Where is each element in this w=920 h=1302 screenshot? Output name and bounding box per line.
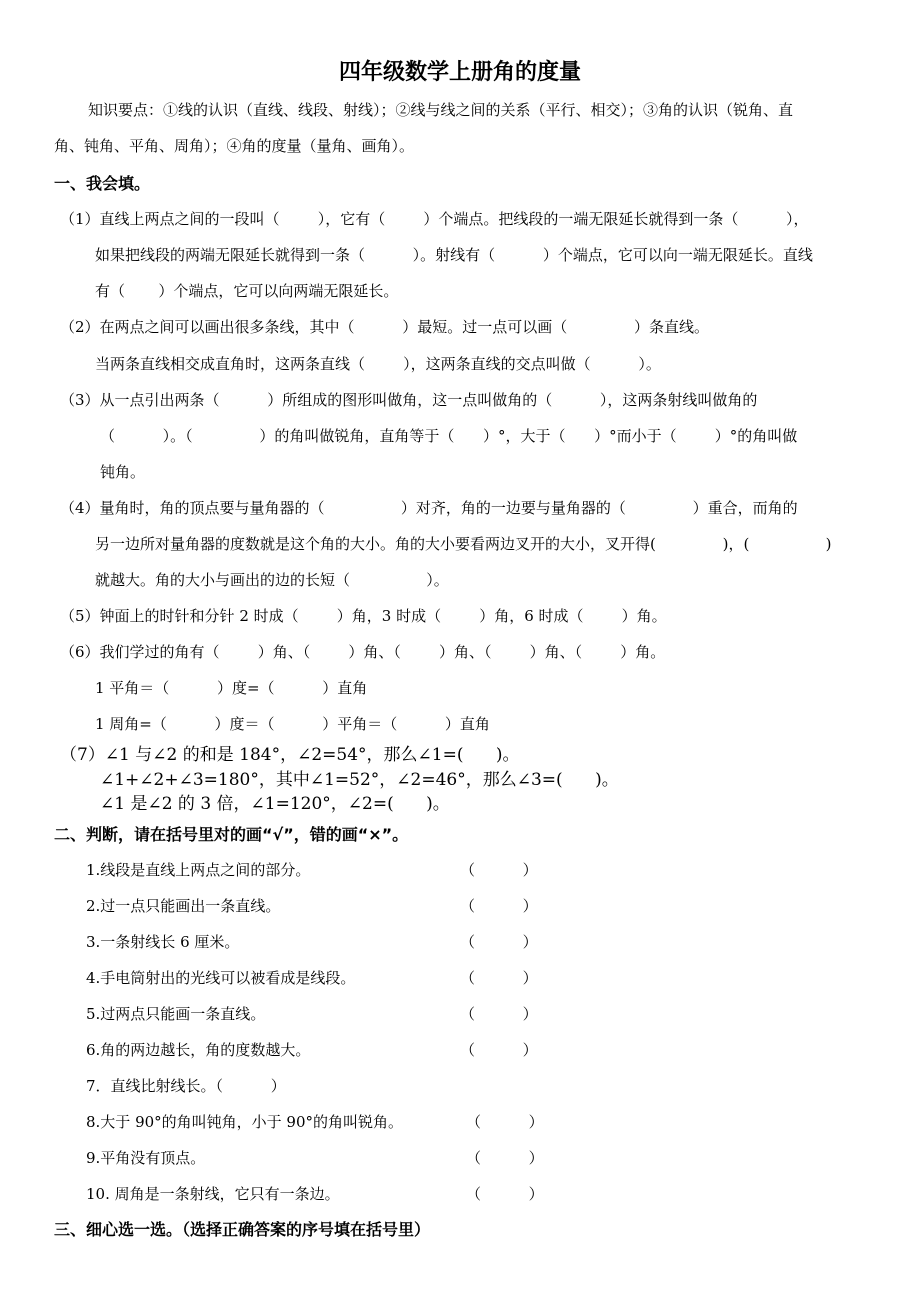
s1-line: （1）直线上两点之间的一段叫（ ），它有（ ）个端点。把线段的一端无限延长就得到一条（ ）， <box>60 210 809 228</box>
s1-line: 有（ ）个端点，它可以向两端无限延长。 <box>95 282 399 300</box>
judge-item-text: 7．直线比射线长。（ ） <box>86 1077 286 1095</box>
q7-line: ∠1+∠2+∠3=180°，其中∠1=52°，∠2=46°，那么∠3=( )。 <box>100 770 619 790</box>
judge-item-text: 5.过两点只能画一条直线。 <box>86 1005 266 1023</box>
s1-line: 当两条直线相交成直角时，这两条直线（ ），这两条直线的交点叫做（ ）。 <box>95 355 661 373</box>
answer-bracket[interactable]: （ ） <box>466 1149 544 1167</box>
s1-line: 1 周角=（ ）度＝（ ）平角＝（ ）直角 <box>95 715 490 733</box>
judge-item-text: 10. 周角是一条射线，它只有一条边。 <box>86 1185 340 1203</box>
q7-line: （7）∠1 与∠2 的和是 184°，∠2=54°，那么∠1=( )。 <box>60 745 520 765</box>
s1-line: （3）从一点引出两条（ ）所组成的图形叫做角，这一点叫做角的（ ），这两条射线叫做角的 <box>60 391 758 409</box>
intro-line-2: 角、钝角、平角、周角）；④角的度量（量角、画角）。 <box>54 137 415 155</box>
s1-line: 如果把线段的两端无限延长就得到一条（ ）。射线有（ ）个端点，它可以向一端无限延长。直线 <box>95 246 813 264</box>
s1-line: 就越大。角的大小与画出的边的长短（ ）。 <box>95 571 449 589</box>
answer-bracket[interactable]: （ ） <box>460 861 538 879</box>
s1-line: 钝角。 <box>100 463 146 481</box>
answer-bracket[interactable]: （ ） <box>460 897 538 915</box>
answer-bracket[interactable]: （ ） <box>466 1185 544 1203</box>
s1-line: 另一边所对量角器的度数就是这个角的大小。角的大小要看两边叉开的大小，叉开得( )，( ) <box>95 535 832 553</box>
s1-line: （6）我们学过的角有（ ）角、（ ）角、（ ）角、（ ）角、（ ）角。 <box>60 643 666 661</box>
page-title: 四年级数学上册角的度量 <box>338 60 581 85</box>
judge-item-text: 8.大于 90°的角叫钝角，小于 90°的角叫锐角。 <box>86 1113 404 1131</box>
judge-item-text: 6.角的两边越长，角的度数越大。 <box>86 1041 311 1059</box>
answer-bracket[interactable]: （ ） <box>460 1005 538 1023</box>
section-2-heading: 二、判断，请在括号里对的画“√”，错的画“×”。 <box>54 825 409 844</box>
answer-bracket[interactable]: （ ） <box>460 1041 538 1059</box>
intro-line-1: 知识要点：①线的认识（直线、线段、射线）；②线与线之间的关系（平行、相交）；③角的认识（锐角、直 <box>88 101 794 119</box>
section-1-heading: 一、我会填。 <box>54 174 151 193</box>
judge-item-text: 9.平角没有顶点。 <box>86 1149 206 1167</box>
judge-item-text: 1.线段是直线上两点之间的部分。 <box>86 861 311 879</box>
s1-line: 1 平角＝（ ）度=（ ）直角 <box>95 679 368 697</box>
answer-bracket[interactable]: （ ） <box>466 1113 544 1131</box>
section-3-heading: 三、细心选一选。（选择正确答案的序号填在括号里） <box>54 1220 431 1239</box>
s1-line: （ ）。（ ）的角叫做锐角，直角等于（ ）°，大于（ ）°而小于（ ）°的角叫做 <box>100 427 798 445</box>
s1-line: （2）在两点之间可以画出很多条线，其中（ ）最短。过一点可以画（ ）条直线。 <box>60 318 709 336</box>
q7-line: ∠1 是∠2 的 3 倍，∠1=120°，∠2=( )。 <box>100 794 450 814</box>
answer-bracket[interactable]: （ ） <box>460 933 538 951</box>
judge-item-text: 3.一条射线长 6 厘米。 <box>86 933 240 951</box>
s1-line: （5）钟面上的时针和分针 2 时成（ ）角，3 时成（ ）角，6 时成（ ）角。 <box>60 607 667 625</box>
s1-line: （4）量角时，角的顶点要与量角器的（ ）对齐，角的一边要与量角器的（ ）重合，而角的 <box>60 499 798 517</box>
judge-item-text: 4.手电筒射出的光线可以被看成是线段。 <box>86 969 356 987</box>
answer-bracket[interactable]: （ ） <box>460 969 538 987</box>
judge-item-text: 2.过一点只能画出一条直线。 <box>86 897 281 915</box>
